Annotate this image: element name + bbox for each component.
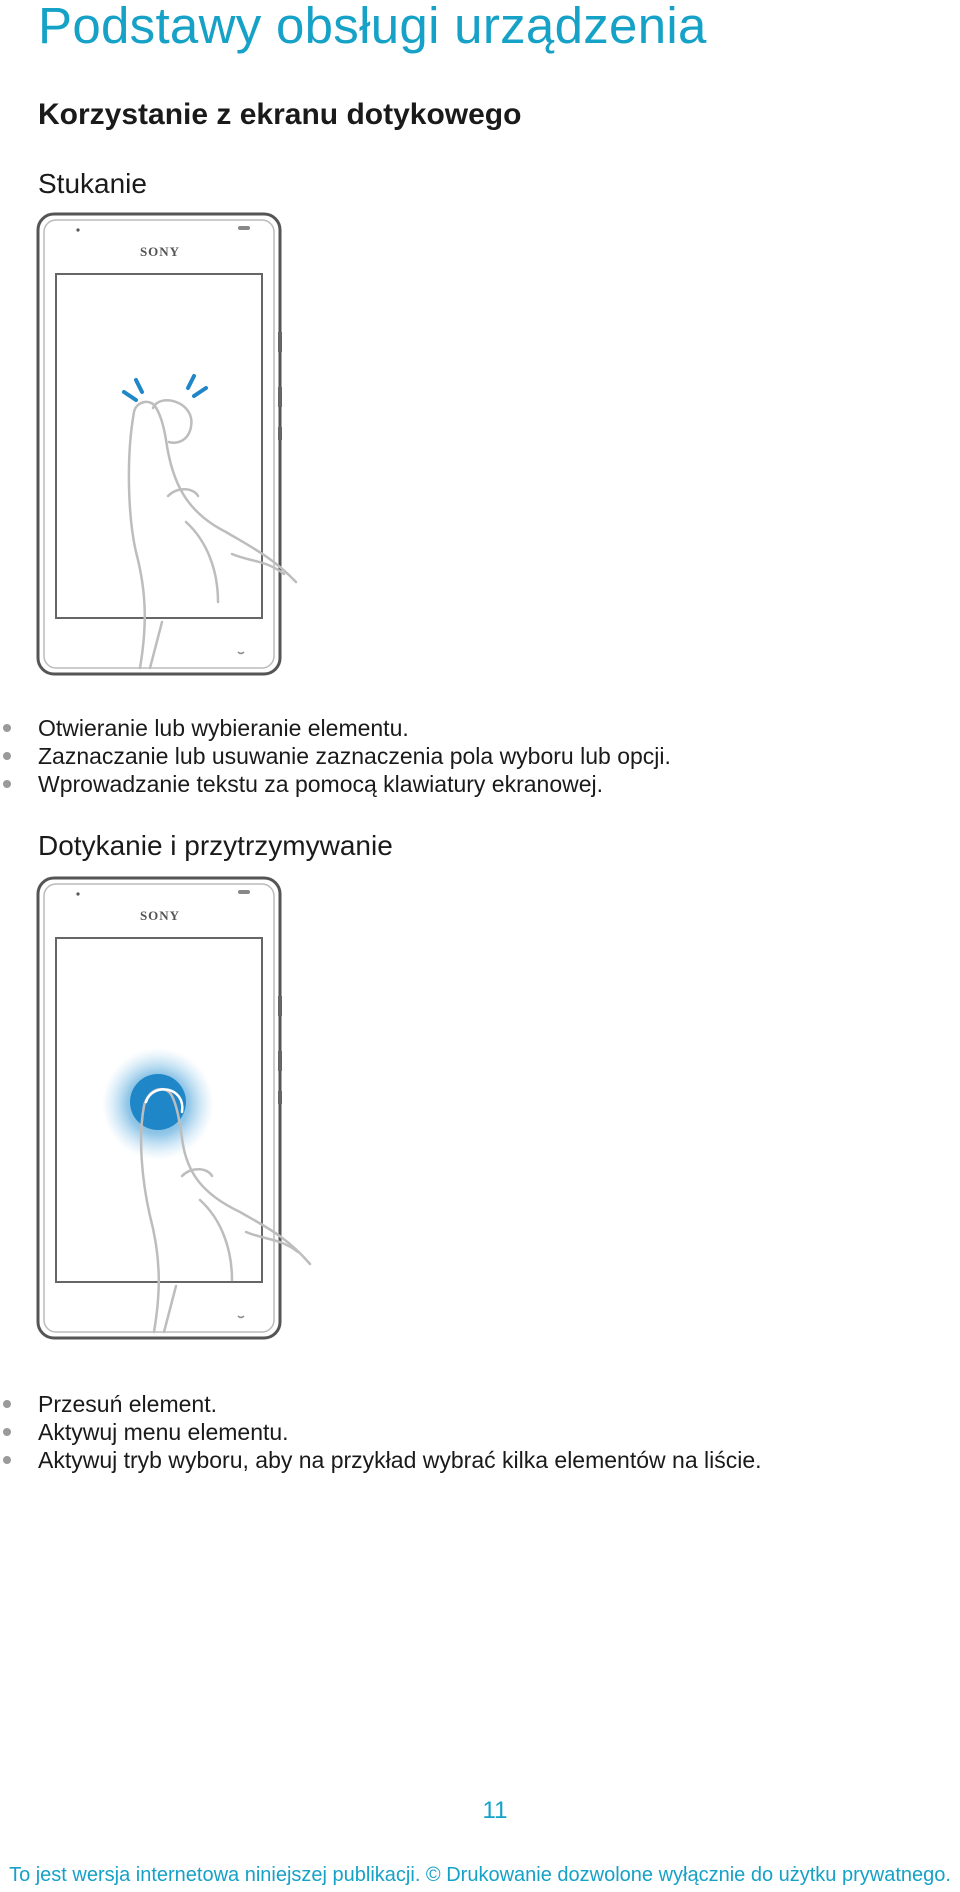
hold-bullet-list [0, 1390, 762, 1474]
hold-heading: Dotykanie i przytrzymywanie [38, 830, 393, 861]
list-item [0, 1390, 762, 1418]
brand-logo: SONY [139, 908, 181, 923]
brand-logo: SONY [139, 244, 181, 259]
list-item [0, 770, 671, 798]
list-item [0, 1446, 762, 1474]
bullet-dot [3, 1400, 11, 1408]
tap-illustration [36, 212, 356, 702]
section-heading: Korzystanie z ekranu dotykowego [38, 98, 522, 131]
camera-slot [238, 226, 250, 230]
list-item-text: Wprowadzanie tekstu za pomocą klawiatury ekranowej. [38, 771, 604, 797]
page-title: Podstawy obsługi urządzenia [38, 0, 707, 54]
list-item [0, 742, 671, 770]
bullet-dot [3, 1428, 11, 1436]
list-item-text: Przesuń element. [38, 1391, 217, 1417]
list-item [0, 1418, 762, 1446]
bullet-dot [3, 724, 11, 732]
bullet-dot [3, 1456, 11, 1464]
earpiece-dot [76, 892, 79, 895]
phone-outline [38, 214, 280, 674]
tap-heading: Stukanie [38, 168, 147, 199]
camera-slot [238, 890, 250, 894]
page-number: 11 [482, 1797, 508, 1824]
list-item [0, 714, 671, 742]
list-item-text: Zaznaczanie lub usuwanie zaznaczenia pola wyboru lub opcji. [38, 743, 671, 769]
finger [129, 400, 296, 668]
home-indicator [238, 1316, 244, 1318]
list-item-text: Otwieranie lub wybieranie elementu. [38, 715, 409, 741]
bullet-dot [3, 752, 11, 760]
tap-icon [124, 376, 206, 400]
hold-illustration [36, 876, 356, 1366]
earpiece-dot [76, 228, 79, 231]
home-indicator [238, 652, 244, 654]
touch-point [130, 1074, 186, 1130]
footer-notice: To jest wersja internetowa niniejszej publikacji. © Drukowanie dozwolone wyłącznie do użytku prywatnego. [9, 1864, 951, 1886]
list-item-text: Aktywuj tryb wyboru, aby na przykład wybrać kilka elementów na liście. [38, 1447, 762, 1473]
bullet-dot [3, 780, 11, 788]
tap-bullet-list [0, 714, 671, 798]
list-item-text: Aktywuj menu elementu. [38, 1419, 289, 1445]
